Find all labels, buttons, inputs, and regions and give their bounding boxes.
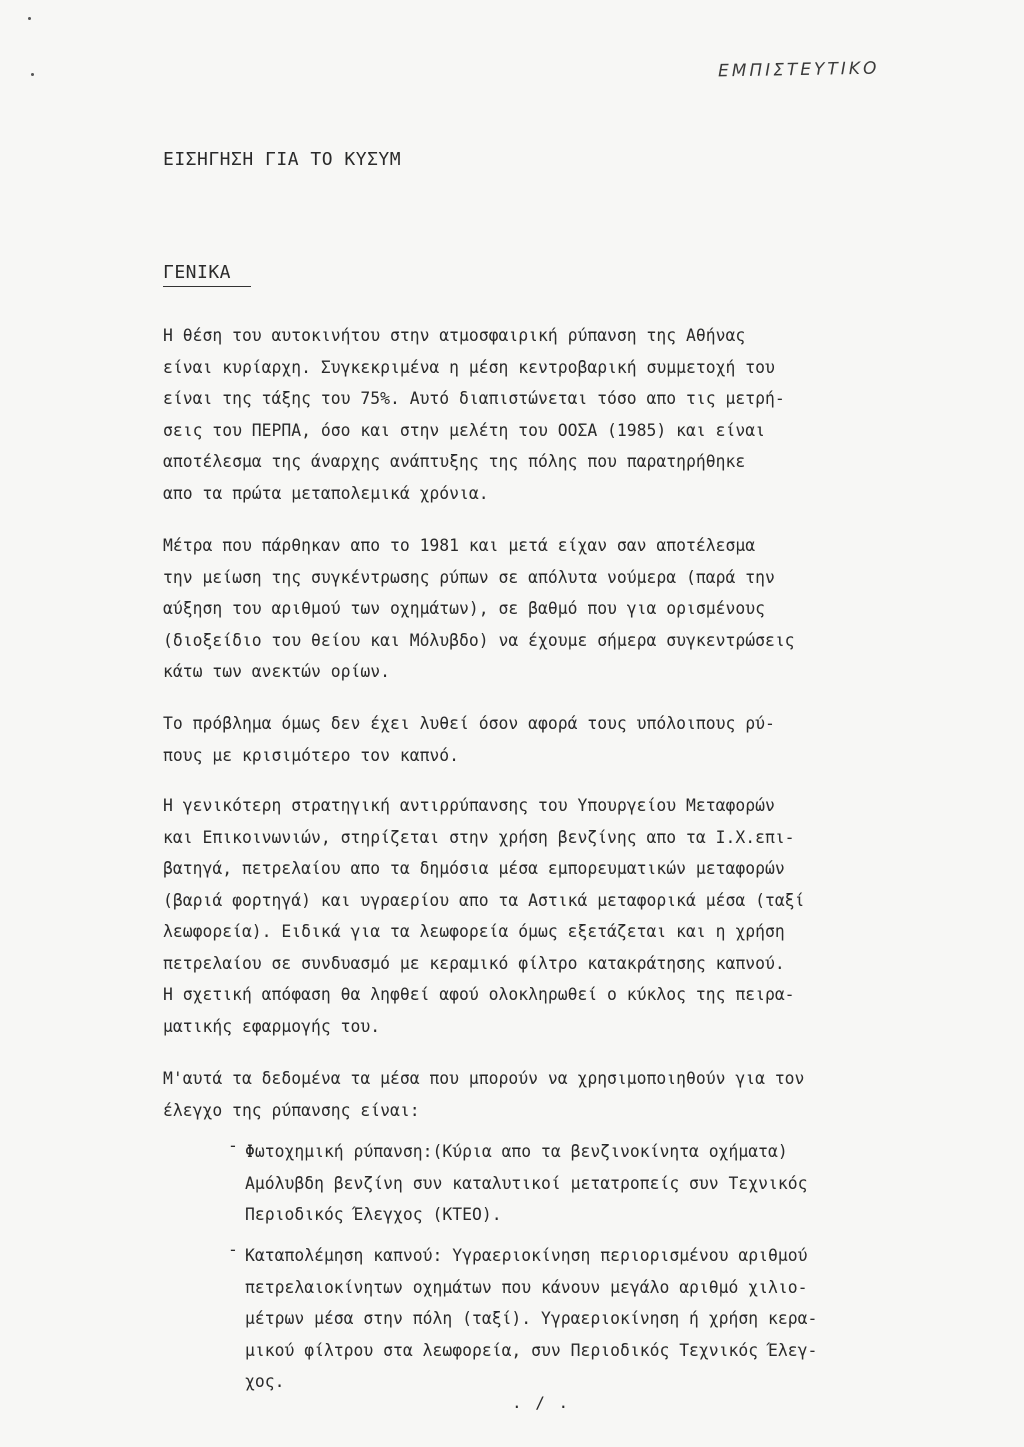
bullet-text: Καταπολέμηση καπνού: Υγραεριοκίνηση περιορισμένου αριθμού πετρελαιοκίνητων οχημάτων που κάνουν μεγάλο αριθμό χιλιο- μέτρων μέσα στην πόλη (ταξί). Υγραεριοκίνηση ή χρήση κερα- μικού φίλτρου στα λεωφορεία, συν Περιοδικός Τεχνικός Έλεγ- χος.: [245, 1246, 818, 1391]
bullet-dash: -: [228, 1240, 238, 1259]
bullet-dash: -: [228, 1136, 238, 1155]
paragraph-means: Μ'αυτά τα δεδομένα τα μέσα που μπορούν να χρησιμοποιηθούν για τον έλεγχο της ρύπανσης είναι:: [163, 1069, 805, 1120]
page-continuation-mark: . / .: [512, 1393, 571, 1412]
paragraph-problem: Το πρόβλημα όμως δεν έχει λυθεί όσον αφορά τους υπόλοιπους ρύ- πους με κρισιμότερο τον καπνό.: [163, 714, 775, 765]
bullet-item: [0, 1240, 1024, 1400]
paragraph-intro: Η θέση του αυτοκινήτου στην ατμοσφαιρική ρύπανση της Αθήνας είναι κυρίαρχη. Συγκεκριμένα η μέση κεντροβαρική συμμετοχή του είναι της τάξης του 75%. Αυτό διαπιστώνεται τόσο απο τις μετρή- σεις του ΠΕΡΠΑ, όσο και στην μελέτη του ΟΟΣΑ (1985) και είναι αποτέλεσμα της άναρχης ανάπτυξης της πόλης που παρατηρήθηκε απο τα πρώτα μεταπολεμικά χρόνια.: [163, 326, 785, 503]
bullet-item: [0, 1136, 1024, 1236]
document-title: ΕΙΣΗΓΗΣΗ ΓΙΑ ΤΟ ΚΥΣΥΜ: [163, 149, 402, 170]
paragraph-strategy: Η γενικότερη στρατηγική αντιρρύπανσης του Υπουργείου Μεταφορών και Επικοινωνιών, στηρίζεται στην χρήση βενζίνης απο τα Ι.Χ.επι- βατηγά, πετρελαίου απο τα δημόσια μέσα εμπορευματικών μεταφορών (βαριά φορτηγά) και υγραερίου απο τα Αστικά μεταφορικά μέσα (ταξί λεωφορεία). Ειδικά για τα λεωφορεία όμως εξετάζεται και η χρήση πετρελαίου σε συνδυασμό με κεραμικό φίλτρο κατακράτησης καπνού. Η σχετική απόφαση θα ληφθεί αφού ολοκληρωθεί ο κύκλος της πειρα- ματικής εφαρμογής του.: [163, 796, 805, 1036]
paragraph-measures: Μέτρα που πάρθηκαν απο το 1981 και μετά είχαν σαν αποτέλεσμα την μείωση της συγκέντρωσης ρύπων σε απόλυτα νούμερα (παρά την αύξηση του αριθμού των οχημάτων), σε βαθμό που για ορισμένους (διοξείδιο του θείου και Μόλυβδο) να έχουμε σήμερα συγκεντρώσεις κάτω των ανεκτών ορίων.: [163, 536, 795, 681]
bullet-text: Φωτοχημική ρύπανση:(Κύρια απο τα βενζινοκίνητα οχήματα) Αμόλυβδη βενζίνη συν καταλυτικοί μετατροπείς συν Τεχνικός Περιοδικός Έλεγχος (ΚΤΕΟ).: [245, 1142, 808, 1224]
section-heading: ΓΕΝΙΚΑ: [163, 262, 232, 283]
heading-underline: [163, 286, 251, 287]
scan-speck: [31, 73, 34, 76]
confidential-stamp: ΕΜΠΙΣΤΕΥΤΙΚΟ: [717, 58, 880, 82]
scan-speck: [28, 17, 31, 20]
